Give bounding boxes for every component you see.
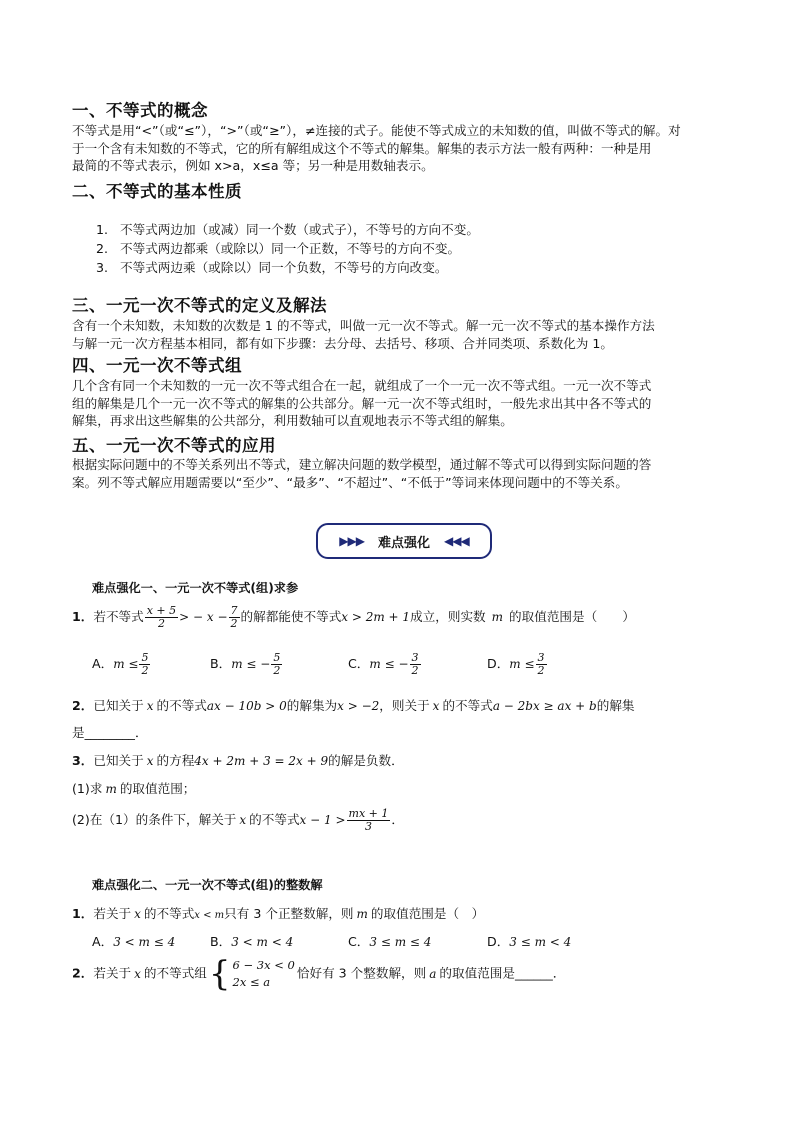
option-letter: A． [92, 934, 114, 949]
denominator: 2 [537, 664, 545, 677]
question-text: 的解是负数． [328, 753, 404, 768]
item-text: 不等式两边都乘（或除以）同一个正数，不等号的方向不变。 [120, 241, 461, 256]
system-rows [233, 957, 295, 991]
option-letter: C． [348, 656, 370, 671]
paragraph-line: 案。列不等式解应用题需要以“至少”、“最多”、“不超过”、“不低于”等词来体现问题中的不等关系。 [72, 474, 628, 490]
p2-q1-option-d[interactable] [487, 931, 571, 950]
math-var: x [432, 699, 440, 713]
paragraph-line: 不等式是用“<”（或“≤”），“>”（或“≥”），≠连接的式子。能使不等式成立的未知数的值，叫做不等式的解。对 [72, 123, 681, 138]
question-text: 的取值范围是（ ） [509, 609, 635, 624]
math-expr: m ≤ [113, 657, 139, 671]
part-2-title: 难点强化二、一元一次不等式(组)的整数解 [92, 878, 323, 892]
math-var: m [356, 907, 368, 921]
p1-question-2-answer-line: 是________． [72, 725, 148, 740]
denominator: 2 [230, 617, 238, 630]
option-letter: A． [92, 656, 114, 671]
question-text: 只有 3 个正整数解，则 [224, 906, 354, 921]
math-var: x [134, 966, 141, 981]
paragraph-line: 根据实际问题中的不等关系列出不等式，建立解决问题的数学模型，通过解不等式可以得到实际问题的答 [72, 457, 652, 472]
section-1-title: 一、不等式的概念 [72, 101, 208, 120]
paragraph-line: 于一个含有未知数的不等式，它的所有解组成这个不等式的解集。解集的表示方法一般有两种：一种是用 [72, 140, 652, 156]
math-expr: 3 ≤ m < 4 [509, 935, 572, 949]
denominator: 2 [411, 664, 419, 677]
question-number: 3． [72, 753, 94, 768]
question-text: 若关于 [93, 906, 132, 921]
question-text: ． [391, 812, 404, 827]
triple-arrow-right-icon: ▶▶▶ [339, 534, 364, 548]
question-text: 的取值范围； [119, 781, 196, 796]
math-expr: 3 ≤ m ≤ 4 [369, 935, 432, 949]
p2-q1-option-c[interactable] [348, 931, 431, 950]
p2-question-2 [72, 954, 566, 994]
item-text: 不等式两边乘（或除以）同一个负数，不等号的方向改变。 [120, 260, 448, 275]
numerator: 7 [230, 604, 238, 617]
option-letter: B． [210, 656, 232, 671]
system-row: 2x ≤ a [232, 975, 271, 989]
question-text: 若不等式 [93, 609, 144, 624]
item-number: 3. [96, 260, 109, 275]
fraction [271, 652, 282, 677]
question-number: 2． [72, 698, 94, 713]
denominator: 2 [141, 664, 149, 677]
math-var: x [134, 907, 141, 921]
p2-q1-option-a[interactable] [92, 931, 175, 950]
property-item-2 [96, 238, 460, 257]
p1-q3-subquestion-1 [72, 778, 195, 797]
question-number: 1． [72, 609, 94, 624]
item-number: 1. [96, 222, 109, 237]
numerator: 5 [141, 651, 149, 664]
math-var: a [429, 966, 437, 981]
p1-q1-option-c[interactable] [348, 652, 422, 677]
math-var: x [146, 754, 154, 768]
option-letter: D． [487, 934, 510, 949]
question-text: 的取值范围是______． [439, 965, 566, 981]
math-expr: 3 < m ≤ 4 [113, 935, 176, 949]
question-text: 恰好有 3 个整数解，则 [296, 965, 427, 981]
p2-question-1 [72, 903, 484, 922]
math-var: m [491, 610, 504, 624]
item-text: 不等式两边加（或减）同一个数（或式子），不等号的方向不变。 [120, 222, 479, 237]
option-letter: B． [210, 934, 232, 949]
math-expr: a − 2bx ≥ ax + b [492, 699, 597, 713]
question-text: 的解集 [596, 698, 635, 713]
section-2-title: 二、不等式的基本性质 [72, 182, 242, 201]
question-text: 的解集为 [286, 698, 338, 713]
paragraph-line: 含有一个未知数，未知数的次数是 1 的不等式，叫做一元一次不等式。解一元一次不等式的基本操作方法 [72, 318, 655, 333]
option-letter: D． [487, 656, 510, 671]
math-expr: > − x − [179, 610, 228, 624]
section-banner [316, 523, 492, 559]
question-text: 成立，则实数 [410, 609, 486, 624]
banner-title: 难点强化 [377, 535, 430, 551]
p1-q1-option-a[interactable] [92, 652, 151, 677]
math-expr: x − 1 > [299, 813, 346, 827]
paragraph-line: 几个含有同一个未知数的一元一次不等式组合在一起，就组成了一个一元一次不等式组。一元一次不等式 [72, 378, 652, 393]
math-expr: ax − 10b > 0 [206, 699, 287, 713]
fraction [229, 605, 240, 630]
paragraph-line: 解集，再求出这些解集的公共部分，利用数轴可以直观地表示不等式组的解集。 [72, 413, 513, 428]
question-text: 若关于 [93, 965, 132, 981]
question-number: 1． [72, 906, 94, 921]
math-expr: m ≤ − [231, 657, 271, 671]
section-3-title: 三、一元一次不等式的定义及解法 [72, 296, 327, 315]
question-text: 的不等式 [156, 698, 207, 713]
p1-question-2 [72, 695, 635, 714]
numerator: 3 [537, 651, 545, 664]
left-brace: { [208, 954, 231, 994]
section-1-body [72, 122, 724, 175]
numerator: x + 5 [146, 604, 177, 617]
p1-question-3 [72, 750, 404, 769]
question-text: 已知关于 [93, 753, 144, 768]
question-text: 的不等式 [249, 812, 300, 827]
fraction [410, 652, 421, 677]
math-expr: x > −2 [337, 699, 380, 713]
math-expr: x < m [194, 910, 225, 921]
property-item-1 [96, 219, 479, 238]
question-text: 的不等式组 [143, 965, 207, 981]
question-text: (1)求 [72, 781, 103, 796]
paragraph-line: 最简的不等式表示，例如 x>a，x≤a 等；另一种是用数轴表示。 [72, 158, 434, 173]
numerator: 5 [273, 651, 281, 664]
p1-question-1 [72, 605, 635, 630]
fraction [139, 652, 150, 677]
question-text: 已知关于 [93, 698, 144, 713]
inequality-system [208, 954, 295, 994]
paragraph-line: 组的解集是几个一元一次不等式的解集的公共部分。解一元一次不等式组时，一般先求出其中各不等式的 [72, 395, 652, 411]
math-var: x [146, 699, 154, 713]
p1-q3-subquestion-2 [72, 808, 404, 833]
section-5-title: 五、一元一次不等式的应用 [72, 436, 276, 455]
section-5-body [72, 456, 724, 491]
option-letter: C． [348, 934, 370, 949]
numerator: mx + 1 [348, 807, 389, 820]
math-var: x [239, 813, 247, 827]
fraction [145, 605, 178, 630]
property-item-3 [96, 257, 447, 276]
question-text: 的不等式 [442, 698, 493, 713]
system-row: 6 − 3x < 0 [232, 958, 295, 972]
math-expr: m ≤ [509, 657, 535, 671]
denominator: 2 [273, 664, 281, 677]
question-text: 的取值范围是（ ） [370, 906, 485, 921]
part-1-title: 难点强化一、一元一次不等式(组)求参 [92, 581, 299, 595]
math-expr: m ≤ − [369, 657, 409, 671]
denominator: 2 [157, 617, 165, 630]
fraction [536, 652, 547, 677]
question-text: (2)在（1）的条件下，解关于 [72, 812, 237, 827]
p2-q1-option-b[interactable] [210, 931, 293, 950]
question-text: ，则关于 [379, 698, 430, 713]
question-number: 2． [72, 965, 94, 981]
math-expr: x > 2m + 1 [341, 610, 411, 624]
math-expr: 3 < m < 4 [231, 935, 294, 949]
question-text: 的不等式 [143, 906, 195, 921]
triple-arrow-left-icon: ◀◀◀ [444, 534, 469, 548]
math-expr: 4x + 2m + 3 = 2x + 9 [194, 754, 329, 768]
question-text: 的方程 [156, 753, 195, 768]
math-var: m [105, 782, 117, 796]
section-4-title: 四、一元一次不等式组 [72, 356, 242, 375]
p1-q1-option-d[interactable] [487, 652, 548, 677]
numerator: 3 [411, 651, 419, 664]
section-4-body [72, 377, 724, 430]
denominator: 3 [364, 820, 372, 833]
item-number: 2. [96, 241, 109, 256]
paragraph-line: 与解一元一次方程基本相同，都有如下步骤：去分母、去括号、移项、合并同类项、系数化为 1。 [72, 335, 613, 351]
question-text: 的解都能使不等式 [240, 609, 342, 624]
p1-q1-option-b[interactable] [210, 652, 283, 677]
section-3-body [72, 317, 724, 352]
fraction [347, 808, 391, 833]
